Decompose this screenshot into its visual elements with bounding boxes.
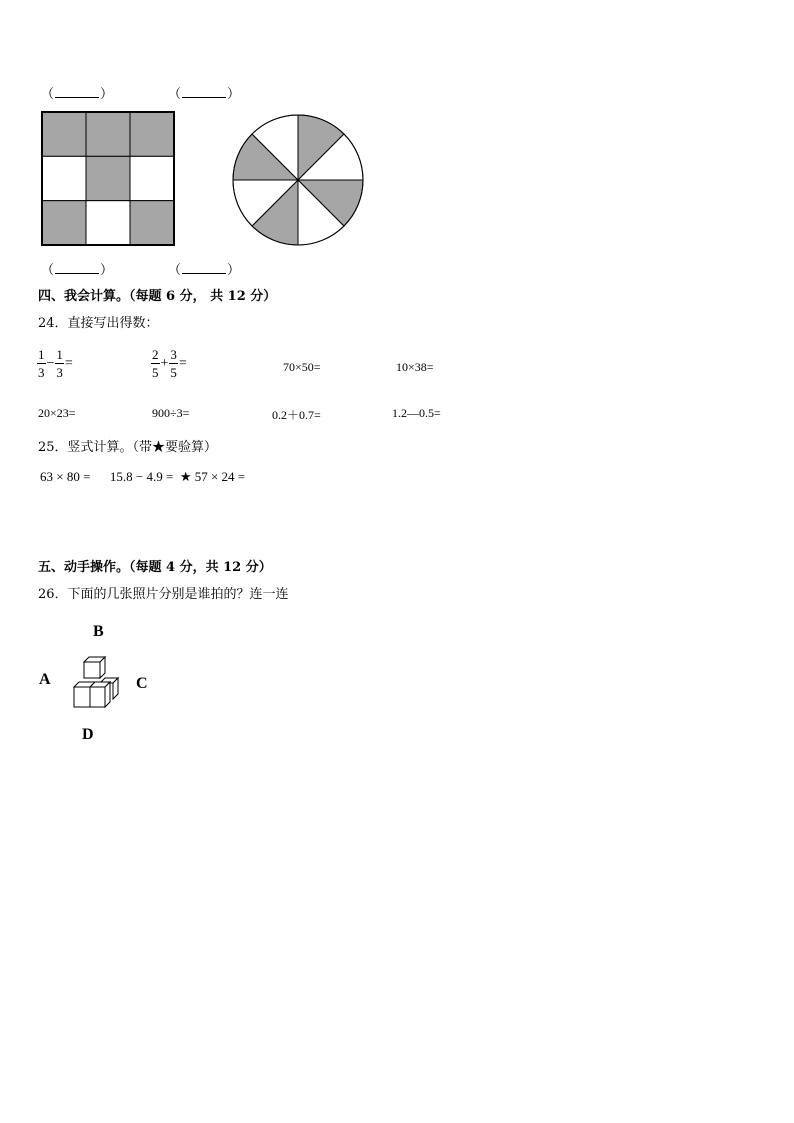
- cube-stack-figure: [72, 657, 120, 709]
- fraction: [37, 348, 46, 379]
- expr-fraction-add: [151, 348, 188, 379]
- viewpoint-label-d: D: [82, 726, 94, 743]
- denominator: 3: [38, 365, 45, 380]
- grid-cell-shaded: [42, 201, 86, 245]
- question-26: 26．下面的几张照片分别是谁拍的？连一连: [38, 587, 289, 602]
- fraction: [55, 348, 64, 379]
- open-paren: （: [168, 263, 182, 278]
- grid-cell-shaded: [130, 112, 174, 156]
- expr-10x38: 10×38=: [396, 360, 434, 374]
- answer-blank-grid-top: [41, 83, 113, 102]
- cube-side-face: [105, 682, 110, 707]
- question-24: 24．直接写出得数：: [38, 316, 159, 331]
- vertical-calc-expressions: 63 × 80 = 15.8 − 4.9 = ★ 57 × 24 =: [40, 469, 246, 484]
- blank-line: [55, 88, 99, 98]
- expr-0.2plus0.7: 0.2＋0.7=: [272, 408, 321, 422]
- viewpoint-label-c: C: [136, 675, 148, 692]
- close-paren: ）: [227, 263, 241, 278]
- open-paren: （: [41, 263, 55, 278]
- grid-cell-shaded: [86, 156, 130, 200]
- grid-cell-shaded: [42, 112, 86, 156]
- expr-1.2minus0.5: 1.2—0.5=: [392, 406, 441, 420]
- cube-front-face: [90, 687, 105, 707]
- denominator: 5: [170, 365, 177, 380]
- expr-900div3: 900÷3=: [152, 406, 190, 420]
- answer-blank-circle-top: [168, 83, 240, 102]
- operator: +: [160, 355, 169, 371]
- viewpoint-label-a: A: [39, 671, 51, 688]
- numerator: 1: [38, 347, 45, 362]
- cube-front-face: [74, 687, 90, 707]
- denominator: 3: [56, 365, 63, 380]
- fraction: [169, 348, 178, 379]
- expr-20x23: 20×23=: [38, 406, 76, 420]
- numerator: 2: [152, 347, 159, 362]
- fraction: [151, 348, 160, 379]
- open-paren: （: [41, 87, 55, 102]
- question-25: 25．竖式计算。（带★要验算）: [38, 440, 218, 455]
- grid-cell-shaded: [86, 112, 130, 156]
- close-paren: ）: [100, 263, 114, 278]
- section-4-heading: 四、我会计算。（每题 6 分， 共 12 分）: [38, 289, 277, 304]
- equals-sign: =: [178, 355, 187, 371]
- close-paren: ）: [100, 87, 114, 102]
- grid-cell-blank: [42, 156, 86, 200]
- cube-front-face: [84, 662, 100, 678]
- denominator: 5: [152, 365, 159, 380]
- shaded-circle-figure: [231, 113, 365, 247]
- numerator: 1: [56, 347, 63, 362]
- expr-fraction-subtract: [37, 348, 74, 379]
- blank-line: [182, 88, 226, 98]
- grid-cell-blank: [86, 201, 130, 245]
- blank-line: [182, 264, 226, 274]
- answer-blank-circle-bottom: [168, 259, 240, 278]
- operator: −: [46, 355, 55, 371]
- blank-line: [55, 264, 99, 274]
- open-paren: （: [168, 87, 182, 102]
- grid-cell-blank: [130, 156, 174, 200]
- numerator: 3: [170, 347, 177, 362]
- grid-cell-shaded: [130, 201, 174, 245]
- viewpoint-label-b: B: [93, 623, 104, 640]
- answer-blank-grid-bottom: [41, 259, 113, 278]
- section-5-heading: 五、动手操作。（每题 4 分，共 12 分）: [38, 560, 272, 575]
- equals-sign: =: [64, 355, 73, 371]
- shaded-grid-figure: [42, 112, 174, 245]
- expr-70x50: 70×50=: [283, 360, 321, 374]
- close-paren: ）: [227, 87, 241, 102]
